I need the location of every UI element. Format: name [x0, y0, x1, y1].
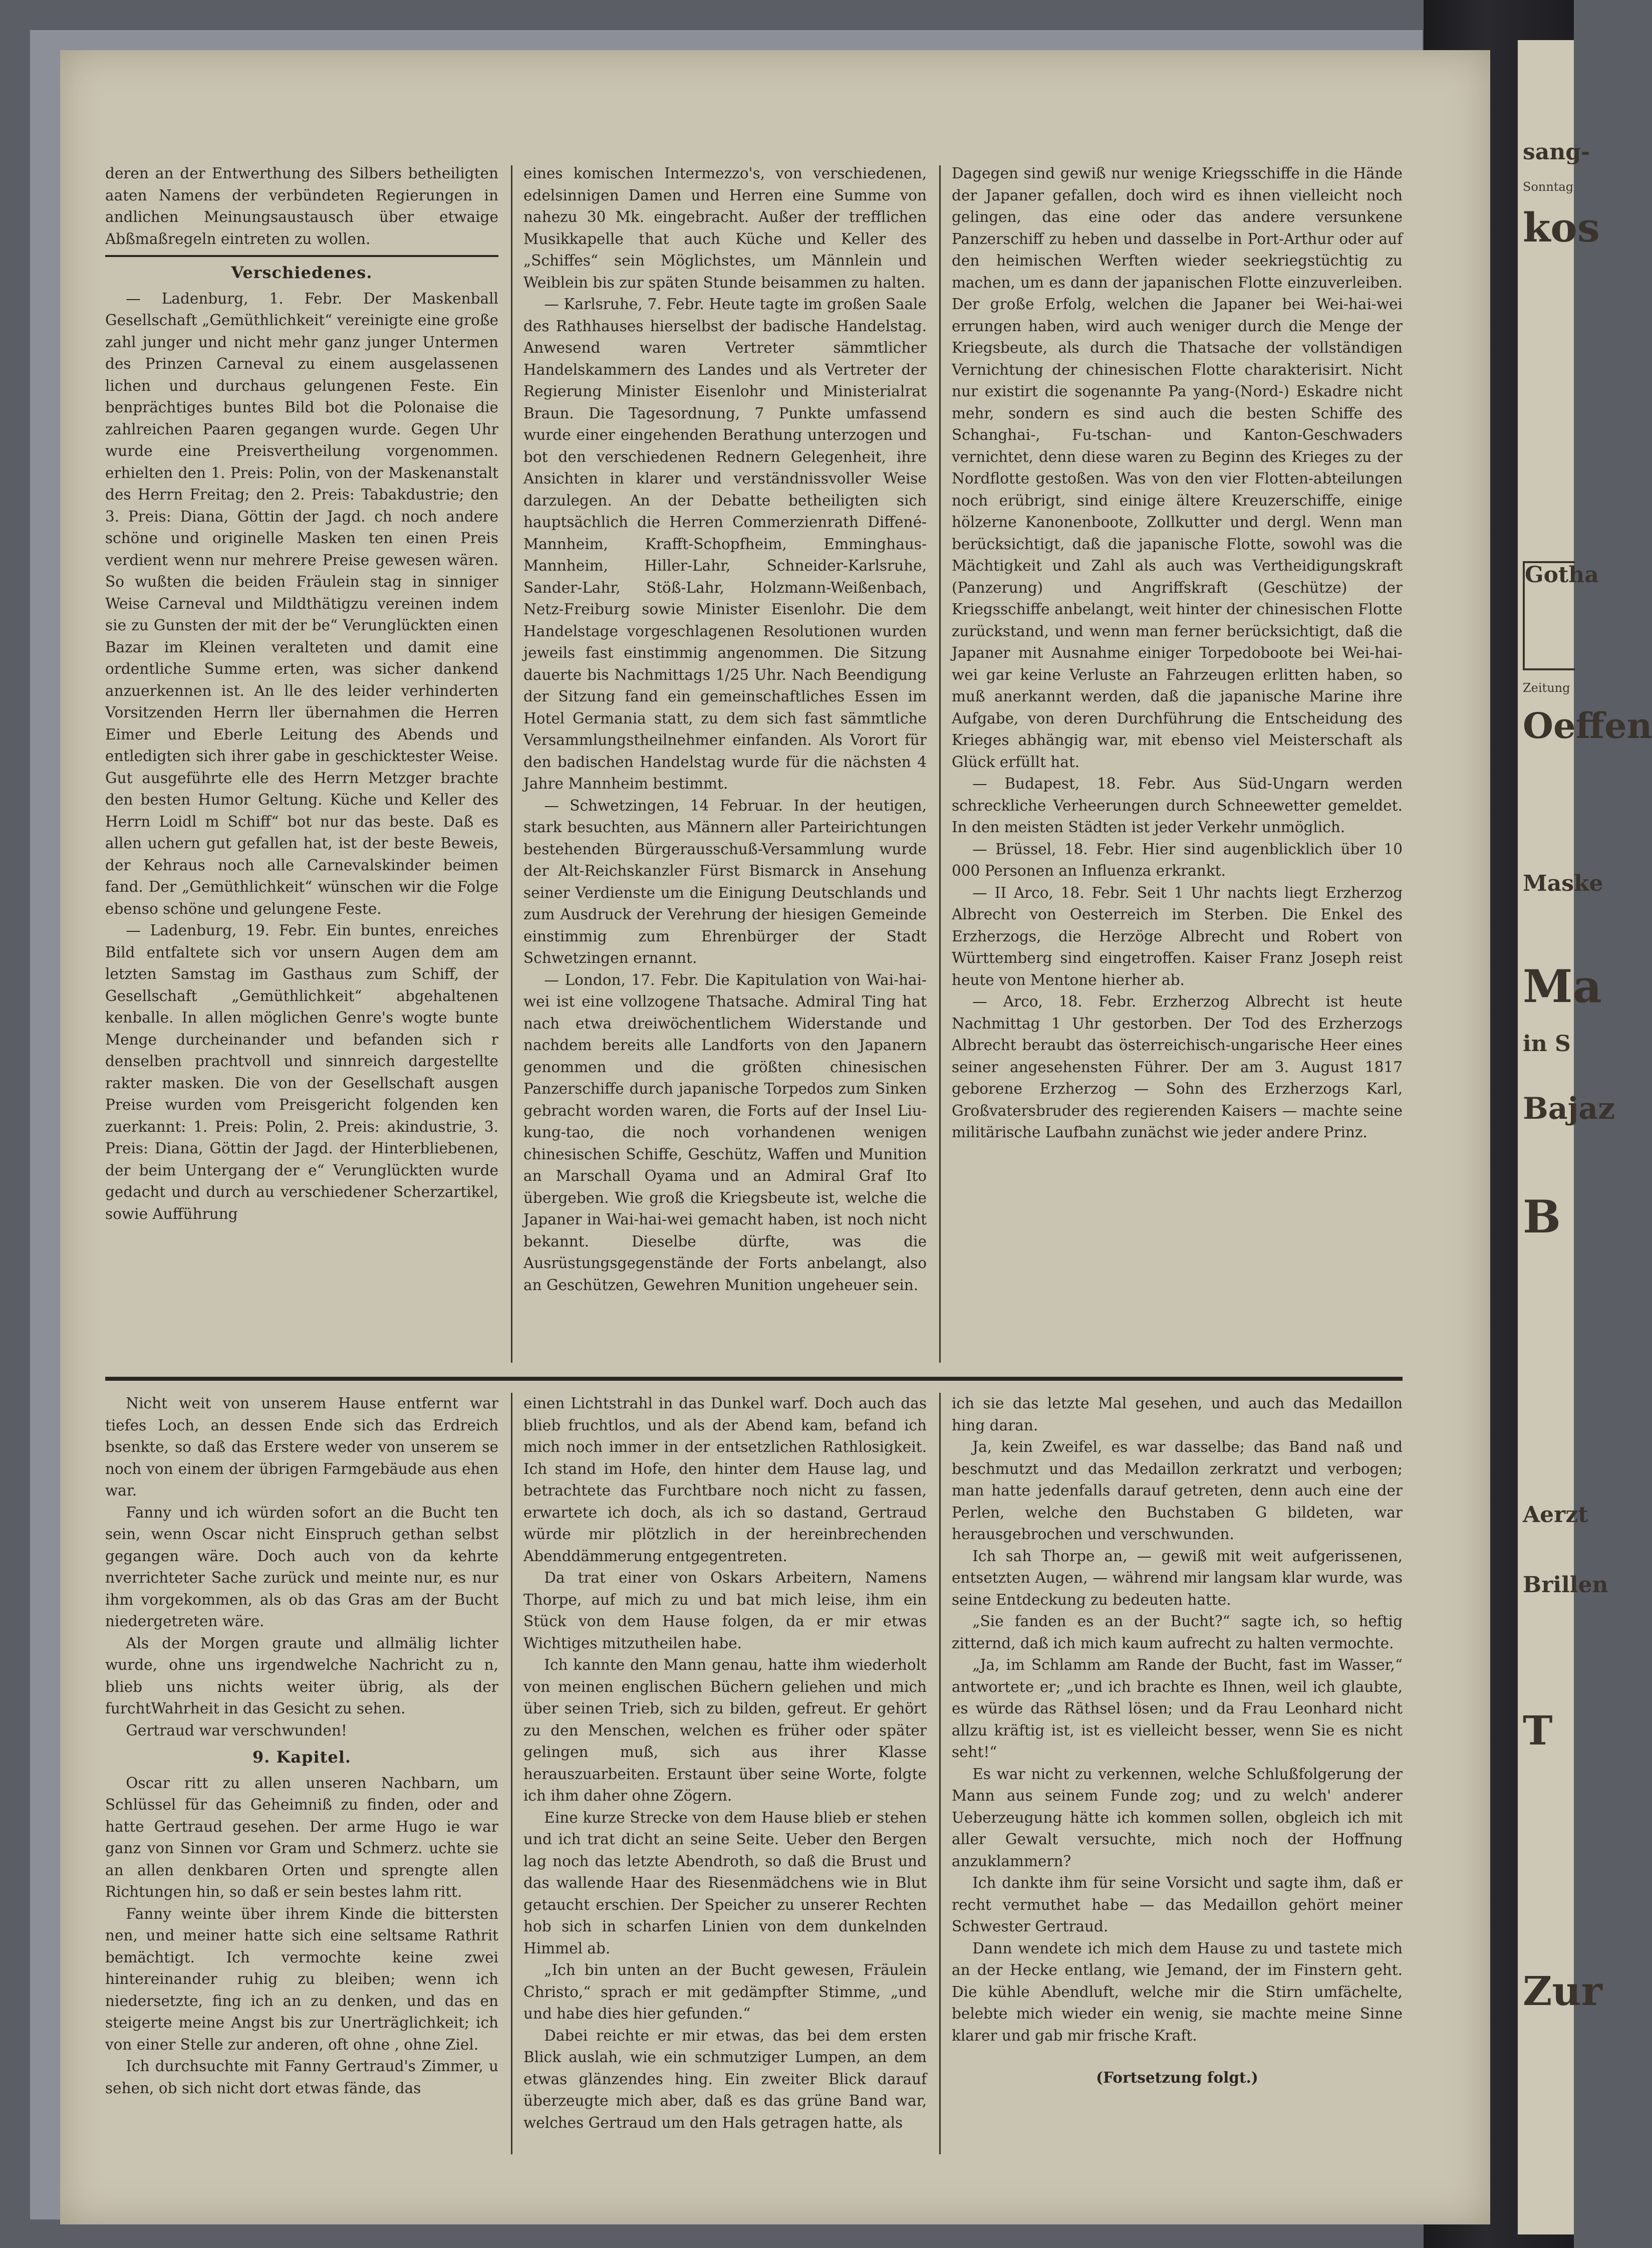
story-text: Ich durchsuchte mit Fanny Gertraud's Zimmer, u sehen, ob sich nicht dort etwas fände, das: [105, 2058, 498, 2097]
edge-fragment: Sonntag: [1523, 180, 1574, 194]
story-text: Da trat einer von Oskars Arbeitern, Namens Thorpe, auf mich zu und bat mich leise, ihm ein Stück von dem Hause folgen, da er mir etwas Wichtiges mitzutheilen habe.: [523, 1569, 927, 1652]
article-text: — Brüssel, 18. Febr. Hier sind augenblicklich über 10 000 Personen an Influenza erkrankt.: [952, 840, 1403, 879]
edge-fragment: Gotha: [1525, 562, 1599, 588]
story-text: Nicht weit von unserem Hause entfernt war tiefes Loch, an dessen Ende sich das Erdreich bsenkte, so daß das Erstere weder von unserem se noch von einem der übrigen Farmgebäude aus ehen war.: [105, 1395, 498, 1499]
story-text: Fanny und ich würden sofort an die Bucht ten sein, wenn Oscar nicht Einspruch gethan selbst gegangen wäre. Doch auch von da kehrte nverrichteter Sache zurück und meinte nur, es nur ihm vorgekommen, als ob das Gras am der Bucht niedergetreten wäre.: [105, 1504, 498, 1630]
continuation-note: (Fortsetzung folgt.): [1096, 2069, 1258, 2086]
column-separator: [939, 1393, 941, 2154]
story-text: Gertraud war verschwunden!: [126, 1721, 347, 1739]
edge-fragment: Oeffen: [1523, 705, 1652, 746]
article-text: Dagegen sind gewiß nur wenige Kriegsschiffe in die Hände der Japaner gefallen, doch wird es ihnen vielleicht noch gelingen, das eine oder das andere versunkene Panzerschiff zu heben und dasselbe in Port-Arthur oder auf den heimischen Werften wieder seekriegstüchtig zu machen, um es dann der japanischen Flotte einzuverleiben. Der große Erfolg, welchen die Japaner bei Wei-hai-wei errungen haben, wird auch weniger durch die Menge der Kriegsbeute, als durch die Thatsache der vollständigen Vernichtung der chinesischen Flotte charakterisirt. Nicht nur existirt die sogenannte Pa yang-(Nord-) Eskadre nicht mehr, sondern es sind auch die besten Schiffe des Schanghai-, Fu-tschan- und Kanton-Geschwaders vernichtet, denn diese waren zu Beginn des Krieges zu der Nordflotte gestoßen. Was von den vier Flotten-abteilungen noch erübrigt, sind einige ältere Kreuzerschiffe, einige hölzerne Kanonenboote, Zollkutter und dergl. Wenn man berücksichtigt, daß die japanische Flotte, sowohl was die Mächtigkeit und Zahl als auch was Vertheidigungskraft (Panzerung) und Angriffskraft (Geschütze) der Kriegsschiffe anbelangt, weit hinter der chinesischen Flotte zurückstand, und wenn man ferner berücksichtigt, daß die Japaner mit Ausnahme einiger Torpedoboote bei Wei-hai-wei gar keine Verluste an Fahrzeugen erlitten haben, so muß anerkannt werden, daß die japanische Marine ihre Aufgabe, von deren Durchführung die Entscheidung des Krieges abhängig war, mit ebenso viel Meisterschaft als Glück erfüllt hat.: [952, 165, 1403, 771]
story-text: Ich dankte ihm für seine Vorsicht und sagte ihm, daß er recht vermuthet habe — das Medaillon gehört meiner Schwester Gertraud.: [952, 1874, 1403, 1935]
column-separator: [939, 165, 941, 1363]
story-text: Dabei reichte er mir etwas, das bei dem ersten Blick auslah, wie ein schmutziger Lumpen, an dem etwas glänzendes hing. Ein zweiter Blick darauf überzeugte mich aber, daß es das grüne Band war, welches Gertraud um den Hals getragen hatte, als: [523, 2027, 927, 2131]
section-rule: [105, 255, 498, 257]
story-text: „Ich bin unten an der Bucht gewesen, Fräulein Christo,“ sprach er mit gedämpfter Stimme, „und und habe dies hier gefunden.“: [523, 1961, 927, 2022]
edge-fragment: B: [1523, 1190, 1561, 1243]
edge-fragment: Zeitung: [1523, 681, 1570, 695]
feuilleton-column-2: [523, 1393, 927, 2164]
edge-fragment: sang-: [1523, 139, 1590, 165]
edge-fragment: Aerzt: [1523, 1502, 1588, 1528]
edge-fragment: Maske: [1523, 871, 1603, 896]
article-text: — Ladenburg, 19. Febr. Ein buntes, enreiches Bild entfaltete sich vor unsern Augen dem am letzten Samstag im Gasthaus zum Schiff, der Gesellschaft „Gemüthlichkeit“ abgehaltenen kenballe. In allen möglichen Genre's wogte bunte Menge durcheinander und befanden sich r denselben prachtvoll und sinnreich dargestellte rakter masken. Die von der Gesellschaft ausgen Preise wurden vom Preisgericht folgenden ken zuerkannt: 1. Preis: Polin, 2. Preis: akindustrie, 3. Preis: Diana, Göttin der Jagd. der Hinterbliebenen, der beim Untergang der e“ Verunglückten wurde gedacht und durch au verschiedener Scherzartikel, sowie Aufführung: [105, 922, 498, 1222]
article-text: — Budapest, 18. Febr. Aus Süd-Ungarn werden schreckliche Verheerungen durch Schneewetter gemeldet. In den meisten Städten ist jeder Verkehr unmöglich.: [952, 775, 1403, 836]
article-text: — Schwetzingen, 14 Februar. In der heutigen, stark besuchten, aus Männern aller Parteirichtungen bestehenden Bürgerausschuß-Versammlung wurde der Alt-Reichskanzler Fürst Bismarck in Ansehung seiner Verdienste um die Einigung Deutschlands und zum Ausdruck der Verehrung der hiesigen Gemeinde einstimmig zum Ehrenbürger der Stadt Schwetzingen ernannt.: [523, 797, 927, 966]
adjacent-page-edge: [1518, 40, 1652, 2234]
section-heading: Verschiedenes.: [231, 263, 373, 282]
story-text: Es war nicht zu verkennen, welche Schlußfolgerung der Mann aus seinem Funde zog; und zu welch' anderer Ueberzeugung hätte ich kommen sollen, obgleich ich mit aller Gewalt versuchte, mich noch der Hoffnung anzuklammern?: [952, 1765, 1403, 1870]
edge-fragment: Bajaz: [1523, 1091, 1615, 1126]
story-text: „Sie fanden es an der Bucht?“ sagte ich, so heftig zitternd, daß ich mich kaum aufrecht zu halten vermochte.: [952, 1613, 1403, 1652]
edge-fragment: Zur: [1523, 1967, 1602, 2015]
story-text: einen Lichtstrahl in das Dunkel warf. Doch auch das blieb fruchtlos, und als der Abend kam, befand ich mich noch immer in der entsetzlichen Rathlosigkeit. Ich stand im Hofe, den hinter dem Hause lag, und betrachtete das Furchtbare noch nicht zu fassen, erwartete ich doch, als ich so dastand, Gertraud würde mir plötzlich in der hereinbrechenden Abenddämmerung entgegentreten.: [523, 1395, 927, 1565]
story-text: Ich kannte den Mann genau, hatte ihm wiederholt von meinen englischen Büchern geliehen und mich über seinen Trieb, sich zu bilden, gefreut. Er gehört zu den Menschen, welchen es früher oder später gelingen muß, sich aus ihrer Klasse herauszuarbeiten. Erstaunt über seine Worte, folgte ich ihm daher ohne Zögern.: [523, 1656, 927, 1804]
story-text: Ja, kein Zweifel, es war dasselbe; das Band naß und beschmutzt und das Medaillon zerkratzt und verbogen; man hatte jedenfalls darauf getreten, denn auch eine der Perlen, welche den Buchstaben G bildeten, war herausgebrochen und verschwunden.: [952, 1438, 1403, 1543]
story-text: Oscar ritt zu allen unseren Nachbarn, um Schlüssel für das Geheimniß zu finden, oder and hatte Gertraud gesehen. Der arme Hugo ie war ganz von Sinnen vor Gram und Schmerz. uchte sie an allen denkbaren Orten und sprengte allen Richtungen hin, so daß er sein bestes lahm ritt.: [105, 1774, 498, 1900]
edge-fragment: Brillen: [1523, 1572, 1608, 1598]
chapter-heading: 9. Kapitel.: [252, 1747, 352, 1767]
story-text: Ich sah Thorpe an, — gewiß mit weit aufgerissenen, entsetzten Augen, — während mir langsam klar wurde, was seine Entdeckung zu bedeuten hatte.: [952, 1547, 1403, 1608]
edge-fragment: T: [1523, 1707, 1553, 1754]
column-separator: [511, 1393, 512, 2154]
story-text: Als der Morgen graute und allmälig lichter wurde, ohne uns irgendwelche Nachricht zu n, blieb uns nichts weiter übrig, als der furchtWahrheit in das Gesicht zu sehen.: [105, 1634, 498, 1717]
article-text: — II Arco, 18. Febr. Seit 1 Uhr nachts liegt Erzherzog Albrecht von Oesterreich im Sterben. Die Enkel des Erzherzogs, die Herzöge Albrecht und Robert von Württemberg sind eingetroffen. Kaiser Franz Joseph reist heute von Mentone hierher ab.: [952, 884, 1403, 988]
story-text: Dann wendete ich mich dem Hause zu und tastete mich an der Hecke entlang, wie Jemand, der im Finstern geht. Die kühle Abendluft, welche mir die Stirn umfächelte, belebte mich wieder ein wenig, sie machte meine Sinne klarer und gab mir frische Kraft.: [952, 1939, 1403, 2044]
article-text: — Ladenburg, 1. Febr. Der Maskenball Gesellschaft „Gemüthlichkeit“ vereinigte eine große zahl junger und nicht mehr ganz junger Untermen des Prinzen Carneval zu einem ausgelassenen lichen und durchaus gelungenen Feste. Ein benprächtiges buntes Bild bot die Polonaise die zahlreichen Paaren gegangen wurde. Gegen Uhr wurde eine Preisvertheilung vorgenommen. erhielten den 1. Preis: Polin, von der Maskenanstalt des Herrn Freitag; den 2. Preis: Tabakdustrie; den 3. Preis: Diana, Göttin der Jagd. ch noch andere schöne und originelle Masken ten einen Preis verdient wenn nur mehrere Preise gewesen wären. So wußten die beiden Fräulein stag in sinniger Weise Carneval und Mildthätigzu vereinen indem sie zu Gunsten der mit der be“ Verunglückten einen Bazar im Kleinen veralteten und damit eine ordentliche Summe erten, was sicher dankend anzuerkennen ist. An lle des leider verhinderten Vorsitzenden Herrn ller übernahmen die Herren Eimer und Eberle Leitung des Abends und entledigten sich ihrer gabe in geschicktester Weise. Gut ausgeführte elle des Herrn Metzger brachte den besten Humor Geltung. Küche und Keller des Herrn Loidl m Schiff“ bot nur das beste. Daß es allen uchern gut gefallen hat, ist der beste Beweis, der Kehraus noch alle Carnevalskinder beimen fand. Der „Gemüthlichkeit“ wünschen wir die Folge ebenso schöne und gelungene Feste.: [105, 290, 498, 917]
edge-fragment: Ma: [1523, 960, 1602, 1013]
news-column-2: [523, 163, 927, 1378]
feuilleton-column-1: [105, 1393, 498, 2164]
newspaper-page: [60, 50, 1490, 2224]
article-text: eines komischen Intermezzo's, von verschiedenen, edelsinnigen Damen und Herren eine Summe von nahezu 30 Mk. eingebracht. Außer der trefflichen Musikkapelle that auch Küche und Keller des „Schiffes“ sein Möglichstes, um Männlein und Weiblein bis zur späten Stunde beisammen zu halten.: [523, 165, 927, 291]
story-text: „Ja, im Schlamm am Rande der Bucht, fast im Wasser,“ antwortete er; „und ich brachte es Ihnen, weil ich glaubte, es würde das Räthsel lösen; und da Frau Leonhard nicht allzu kräftig ist, ist es vielleicht besser, wenn Sie es nicht seht!“: [952, 1656, 1403, 1761]
article-text: — Karlsruhe, 7. Febr. Heute tagte im großen Saale des Rathhauses hierselbst der badische Handelstag. Anwesend waren Vertreter sämmtlicher Handelskammern des Landes und als Vertreter der Regierung Minister Eisenlohr und Ministerialrat Braun. Die Tagesordnung, 7 Punkte umfassend wurde einer eingehenden Berathung unterzogen und bot den verschiedenen Rednern Gelegenheit, ihre Ansichten in klarer und verständnissvoller Weise darzulegen. An der Debatte betheiligten sich hauptsächlich die Herren Commerzienrath Diffené-Mannheim, Krafft-Schopfheim, Emminghaus-Mannheim, Hiller-Lahr, Schneider-Karlsruhe, Sander-Lahr, Stöß-Lahr, Holzmann-Weißenbach, Netz-Freiburg sowie Minister Eisenlohr. Die dem Handelstage vorgeschlagenen Resolutionen wurden jeweils fast einstimmig angenommen. Die Sitzung dauerte bis Nachmittags 1/25 Uhr. Nach Beendigung der Sitzung fand ein gemeinschaftliches Essen im Hotel Germania statt, zu dem sich fast sämmtliche Versammlungstheilnehmer einfanden. Als Vorort für den badischen Handelstag wurde für die nächsten 4 Jahre Mannheim bestimmt.: [523, 296, 927, 792]
column-separator: [511, 165, 512, 1363]
article-text: — Arco, 18. Febr. Erzherzog Albrecht ist heute Nachmittag 1 Uhr gestorben. Der Tod des Erzherzogs Albrecht beraubt das österreichisch-ungarische Heer eines seiner angesehensten Führer. Der am 3. August 1817 geborene Erzherzog — Sohn des Erzherzogs Karl, Großvatersbruder des regierenden Kaisers — machte seine militärische Laufbahn zunächst wie jeder andere Prinz.: [952, 993, 1403, 1141]
story-text: Fanny weinte über ihrem Kinde die bittersten nen, und meiner hatte sich eine seltsame Rathrit bemächtigt. Ich vermochte keine zwei hintereinander ruhig zu bleiben; wenn ich niedersetzte, fing ich an zu denken, und das en steigerte meine Angst bis zur Unerträglichkeit; ich von einer Stelle zur anderen, oft ohne , ohne Ziel.: [105, 1905, 498, 2053]
edge-fragment: in S: [1523, 1031, 1571, 1057]
article-text: deren an der Entwerthung des Silbers betheiligten aaten Namens der verbündeten Regierungen in andlichen Meinungsaustausch über etwaige Abßmaßregeln eintreten zu wollen.: [105, 165, 498, 247]
news-column-3: [952, 163, 1403, 1378]
feuilleton-column-3: [952, 1393, 1403, 2164]
story-text: Eine kurze Strecke von dem Hause blieb er stehen und ich trat dicht an seine Seite. Ueber den Bergen lag noch das letzte Abendroth, so daß die Brust und das wallende Haar des Riesenmädchens wie in Blut getaucht erschien. Der Speicher zu unserer Rechten hob sich in scharfen Linien von dem dunkelnden Himmel ab.: [523, 1809, 927, 1957]
story-text: ich sie das letzte Mal gesehen, und auch das Medaillon hing daran.: [952, 1395, 1403, 1434]
article-text: — London, 17. Febr. Die Kapitulation von Wai-hai-wei ist eine vollzogene Thatsache. Admiral Ting hat nach etwa dreiwöchentlichem Widerstande und nachdem bereits alle Landforts von den Japanern genommen und die größten chinesischen Panzerschiffe durch japanische Torpedos zum Sinken gebracht worden waren, die Forts auf der Insel Liu-kung-tao, die noch vorhandenen wenigen chinesischen Schiffe, Geschütz, Waffen und Munition an Marschall Oyama und an Admiral Graf Ito übergeben. Wie groß die Kriegsbeute ist, welche die Japaner in Wai-hai-wei gemacht haben, ist noch nicht bekannt. Dieselbe dürfte, was die Ausrüstungsgegenstände der Forts anbelangt, also an Geschützen, Gewehren Munition ungeheuer sein.: [523, 971, 927, 1294]
edge-box: [1523, 561, 1599, 670]
edge-fragment: kos: [1523, 204, 1600, 251]
news-column-1: [105, 163, 498, 1378]
